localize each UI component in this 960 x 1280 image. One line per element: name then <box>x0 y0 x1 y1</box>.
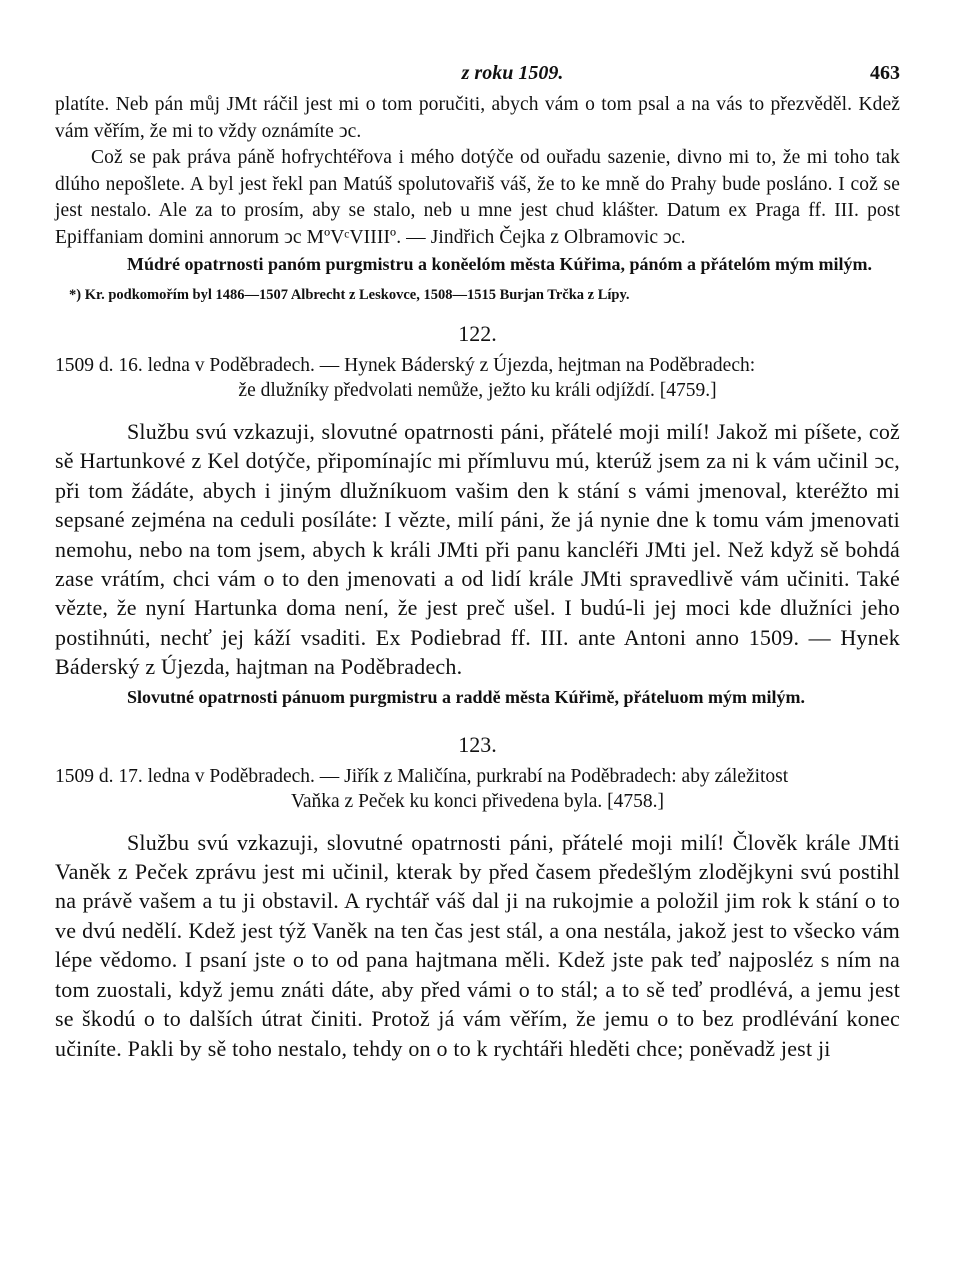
document-heading <box>55 353 900 403</box>
letter-address: Múdré opatrnosti panóm purgmistru a koněelóm města Kúřima, pánóm a přátelóm mým milým. <box>127 254 872 274</box>
letter-continuation <box>55 92 900 251</box>
running-title: z roku 1509. <box>461 62 564 84</box>
running-head <box>55 58 900 92</box>
document-body: Službu svú vzkazuji, slovutné opatrnosti páni, přátelé moji milí! Člověk krále JMti Vaněk z Peček zprávu jest mi učinil, kterak by před časem předešlým zlodějkyni svú postihl na právě vašem a tu ji obstavil. A rychtář váš dal ji na rukojmie a položil jim rok k stání o to ve dvú nedělí. Kdež jest týž Vaněk na ten čas jest stál, a ona nestála, jakož jest to všecko vám lépe vědomo. I psaní jste o to od pana hajtmana měli. Kdež jste pak teď najposléz s ním na tom zuostali, když jemu znáti dáte, aby před vámi o to stál; a to sě teď prodlévá, a jemu jest se škodú o to dalších útrat činiti. Protož já vám věřím, že jemu o to bez prodlévání konec učiníte. Pakli by sě toho nestalo, tehdy on o to k rychtáři hleděti chce; poněvadž jest ji <box>55 829 900 1061</box>
document-heading <box>55 764 900 814</box>
footnote: *) Kr. podkomořím byl 1486—1507 Albrecht z Leskovce, 1508—1515 Burjan Trčka z Lípy. <box>69 287 630 303</box>
document-heading-subline: že dlužníky předvolati nemůže, ježto ku králi odjíždí. [4759.] <box>238 380 717 401</box>
continuation-intro: platíte. Neb pán můj JMt ráčil jest mi o tom poručiti, abych vám o tom psal a na vás to přezvěděl. Kdež vám věřím, že mi to vždy oznámíte ↄc. <box>55 94 900 142</box>
page-number: 463 <box>870 62 900 84</box>
document-heading-line: 1509 d. 17. ledna v Poděbradech. — Jiřík z Maličína, purkrabí na Poděbradech: aby záležitost <box>55 765 789 787</box>
document-number: 123. <box>458 731 497 757</box>
continuation-paragraph: Což se pak práva páně hofrychtéřova i mého dotýče od ouřadu sazenie, divno mi to, že mi toho tak dlúho nepošlete. A byl jest řekl pan Matúš spolutovařiš váš, že to ke mně do Prahy bude posláno. I což se jest nestalo. Ale za to prosím, aby se stalo, neb u mne jest chud klášter. Datum ex Praga ff. III. post Epiffaniam domini annorum ↄc MºVᶜVIIIIº. — Jindřich Čejka z Olbramovic ↄc. <box>55 147 900 248</box>
document-heading-line: 1509 d. 16. ledna v Poděbradech. — Hynek Báderský z Újezda, hejtman na Poděbradech: <box>55 355 756 376</box>
document-heading-subline: Vaňka z Peček ku konci přivedena byla. [4758.] <box>290 790 665 812</box>
document-number: 122. <box>458 321 497 346</box>
document-address: Slovutné opatrnosti pánuom purgmistru a raddě města Kúřimě, přáteluom mým milým. <box>127 686 805 707</box>
book-page <box>55 58 900 1268</box>
document-body: Službu svú vzkazuji, slovutné opatrnosti páni, přátelé moji milí! Jakož mi píšete, což sě Hartunkové z Kel dotýče, připomínajíc mi přímluvu mú, kterúž jsem za ni k vám učinil ↄc, při tom žádáte, abych i jiným dlužníkuom vašim den k stání s vámi jmenoval, kteréžto mi sepsané zejména na ceduli posíláte: I vězte, milí páni, že já nynie dne k tomu vám jmenovati nemohu, nebo na tom jsem, abych k králi JMti při panu kancléři JMti jel. Než když sě bohdá zase vrátím, chci vám o to den jmenovati a od lidí krále JMti spravedlivě vám učiniti. Také vězte, že nyní Hartunka doma není, že jest preč ušel. I budú-li jej moci kde dlužníci jeho postihnúti, nechť jej káží vsaditi. Ex Podiebrad ff. III. ante Antoni anno 1509. — Hynek Báderský z Újezda, hajtman na Poděbradech. <box>55 419 900 680</box>
